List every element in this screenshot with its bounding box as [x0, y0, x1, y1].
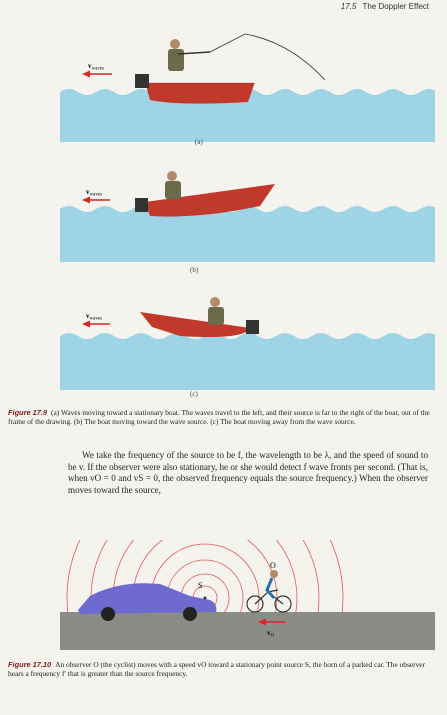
- boater-head: [167, 171, 177, 181]
- waves-velocity-arrow: [82, 197, 90, 204]
- figure-17-9-caption-text: (a) Waves moving toward a stationary boat. The waves travel to the left, and their source is far to the right of the boat, out of the frame of the drawing. (b) The boat moving toward the wave source. (c) The boat moving away from the wave source.: [8, 408, 430, 427]
- running-header: [341, 2, 429, 11]
- outboard-motor: [246, 320, 259, 334]
- section-number: 17.5: [340, 2, 357, 11]
- parked-car: [78, 583, 216, 614]
- boater-head: [210, 297, 220, 307]
- section-title: The Doppler Effect: [362, 2, 429, 11]
- panel-c-illustration: [60, 292, 435, 392]
- figure-17-10-illustration: [60, 540, 435, 650]
- outboard-motor: [135, 74, 149, 88]
- observer-velocity-label: $v_O$: [267, 629, 275, 639]
- fishing-line: [210, 34, 325, 80]
- observer-label: O: [270, 561, 276, 570]
- road: [60, 612, 435, 650]
- fisherman-body: [168, 49, 184, 71]
- figure-17-9-caption: [8, 408, 433, 426]
- boat: [145, 82, 255, 104]
- velocity-label: $v_{waves}$: [86, 312, 102, 322]
- figure-17-9-panel-a: [60, 22, 435, 152]
- figure-17-10-label: Figure 17.10: [8, 660, 52, 669]
- fisherman-head: [170, 39, 180, 49]
- boater-body: [208, 307, 224, 325]
- figure-17-10-caption: [8, 660, 433, 678]
- panel-c-label: (c): [190, 390, 198, 398]
- waves-velocity-arrow: [82, 321, 90, 328]
- body-paragraph: We take the frequency of the source to be f, the wavelength to be λ, and the speed of sound to be v. If the observer were also stationary, he or she would detect f wave fronts per second. (That is, when vO = 0 and vS = 0, the observed frequency equals the source frequency.) When the observer moves toward the source,: [68, 450, 428, 495]
- source-label: S: [198, 581, 203, 590]
- cyclist-head: [270, 570, 278, 578]
- horn-point: [204, 597, 207, 600]
- panel-a-label: (a): [195, 138, 203, 146]
- panel-b-label: (b): [190, 266, 199, 274]
- figure-17-10: [60, 540, 435, 650]
- figure-17-9-panel-c: [60, 292, 435, 404]
- boat: [140, 312, 250, 337]
- velocity-label: $v_{waves}$: [86, 188, 102, 198]
- panel-a-illustration: [60, 22, 435, 142]
- outboard-motor: [135, 198, 148, 212]
- figure-17-10-caption-text: An observer O (the cyclist) moves with a speed vO toward a stationary point source S, the horn of a parked car. The observer hears a frequency f′ that is greater than the source frequency.: [8, 660, 426, 679]
- water: [60, 206, 435, 262]
- waves-velocity-arrow: [82, 71, 90, 78]
- boater-body: [165, 181, 181, 199]
- figure-17-9-label: Figure 17.9: [8, 408, 48, 417]
- figure-17-9-panel-b: [60, 164, 435, 282]
- cyclist-body: [267, 578, 274, 598]
- velocity-label: $v_{waves}$: [88, 62, 104, 72]
- water: [60, 333, 435, 390]
- panel-b-illustration: [60, 164, 435, 269]
